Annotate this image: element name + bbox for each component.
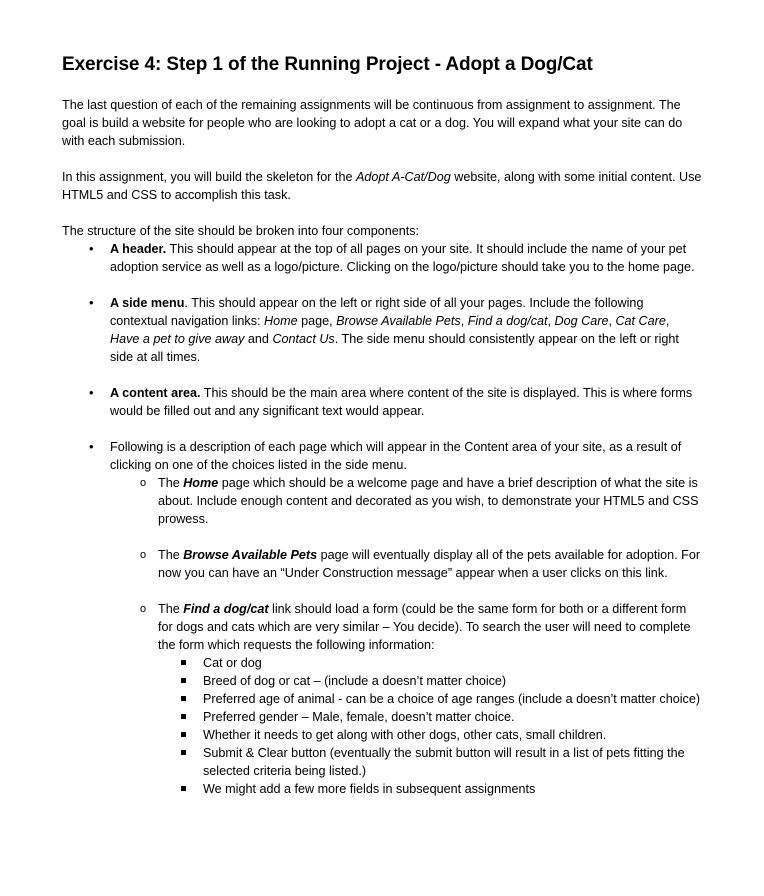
page-name-browse: Browse Available Pets	[183, 548, 318, 562]
component-text: ,	[460, 314, 468, 328]
page-item-find	[108, 600, 702, 798]
intro-paragraph-1: The last question of each of the remaining assignments will be continuous from assignment to assignment. The goal is build a website for people who are looking to adopt a cat or a dog. You will expand what your site can do with each submission.	[62, 98, 683, 148]
form-fields-list	[158, 654, 702, 798]
nav-link-home: Home	[264, 314, 298, 328]
page-item-text: page will eventually display all of the pets available for adoption. For now you can have an “Under Construction message” appear when a user clicks on this link.	[158, 548, 701, 580]
form-field-item	[155, 672, 702, 690]
nav-link-dog-care: Dog Care	[554, 314, 609, 328]
component-text: ,	[608, 314, 616, 328]
form-field-text: Cat or dog	[203, 656, 262, 670]
component-pages	[62, 438, 702, 798]
page-title: Exercise 4: Step 1 of the Running Project - Adopt a Dog/Cat	[62, 54, 593, 75]
form-field-text: Submit & Clear button (eventually the submit button will result in a list of pets fitting the selected criteria being listed.)	[203, 746, 685, 778]
nav-link-find: Find a dog/cat	[467, 314, 548, 328]
component-text: and	[244, 332, 273, 346]
square-bullet-icon	[181, 696, 186, 701]
square-bullet-icon	[181, 660, 186, 665]
component-text: page,	[297, 314, 337, 328]
page-name-find: Find a dog/cat	[183, 602, 269, 616]
nav-link-browse: Browse Available Pets	[336, 314, 461, 328]
square-bullet-icon	[181, 732, 186, 737]
site-name: Adopt A-Cat/Dog	[356, 170, 451, 184]
component-text: . This should appear on the left or right side of all your pages. Include the following contextual navigation links:	[110, 296, 644, 328]
form-field-text: Preferred age of animal - can be a choice of age ranges (include a doesn’t matter choice)	[203, 692, 701, 706]
form-field-item	[155, 726, 702, 744]
intro-p2-before: In this assignment, you will build the skeleton for the	[62, 170, 357, 184]
component-header	[62, 240, 702, 276]
document-page	[62, 52, 702, 798]
circle-bullet-icon: o	[140, 603, 147, 615]
page-item-pre: The	[158, 476, 184, 490]
nav-link-give-away: Have a pet to give away	[110, 332, 245, 346]
components-list	[62, 240, 702, 798]
page-item-pre: The	[158, 602, 184, 616]
pages-description: Following is a description of each page which will appear in the Content area of your site, as a result of clicking on one of the choices listed in the side menu.	[110, 440, 682, 472]
form-field-text: Breed of dog or cat – (include a doesn’t matter choice)	[203, 674, 507, 688]
nav-link-cat-care: Cat Care	[615, 314, 666, 328]
intro-paragraph-2	[62, 168, 702, 204]
form-field-text: Whether it needs to get along with other dogs, other cats, small children.	[203, 728, 607, 742]
intro-p2-after: website, along with some initial content. Use HTML5 and CSS to accomplish this task.	[62, 170, 702, 202]
component-text: . The side menu should consistently appear on the left or right side at all times.	[110, 332, 679, 364]
square-bullet-icon	[181, 714, 186, 719]
bullet-icon: •	[89, 439, 94, 454]
pages-list	[110, 474, 702, 798]
component-label: A side menu	[110, 296, 185, 310]
nav-link-contact: Contact Us	[272, 332, 335, 346]
form-field-item	[155, 780, 702, 798]
component-text: This should be the main area where content of the site is displayed. This is where forms would be filled out and any significant text would appear.	[110, 386, 693, 418]
component-text: This should appear at the top of all pages on your site. It should include the name of your pet adoption service as well as a logo/picture. Clicking on the logo/picture should take you to the home page.	[110, 242, 695, 274]
form-field-item	[155, 708, 702, 726]
page-item-browse	[108, 546, 702, 582]
square-bullet-icon	[181, 678, 186, 683]
bullet-icon: •	[89, 295, 94, 310]
page-item-text: page which should be a welcome page and have a brief description of what the site is about. Include enough content and decorated as you wish, to demonstrate your HTML5 and CSS prowess.	[158, 476, 699, 526]
component-text: ,	[547, 314, 555, 328]
form-field-text: We might add a few more fields in subsequent assignments	[203, 782, 536, 796]
circle-bullet-icon: o	[140, 549, 147, 561]
form-field-text: Preferred gender – Male, female, doesn’t matter choice.	[203, 710, 515, 724]
square-bullet-icon	[181, 786, 186, 791]
page-item-pre: The	[158, 548, 184, 562]
square-bullet-icon	[181, 750, 186, 755]
circle-bullet-icon: o	[140, 477, 147, 489]
form-field-item	[155, 654, 702, 672]
component-label: A header.	[110, 242, 167, 256]
bullet-icon: •	[89, 241, 94, 256]
form-field-item	[155, 744, 702, 780]
bullet-icon: •	[89, 385, 94, 400]
page-item-home	[108, 474, 702, 528]
component-side-menu	[62, 294, 702, 366]
component-label: A content area.	[110, 386, 201, 400]
page-item-text: link should load a form (could be the same form for both or a different form for dogs and cats which are very similar – You decide). To search the user will need to complete the form which requests the following information:	[158, 602, 691, 652]
component-content-area	[62, 384, 702, 420]
form-field-item	[155, 690, 702, 708]
structure-intro: The structure of the site should be broken into four components:	[62, 224, 420, 238]
component-text: ,	[665, 314, 670, 328]
page-name-home: Home	[183, 476, 219, 490]
